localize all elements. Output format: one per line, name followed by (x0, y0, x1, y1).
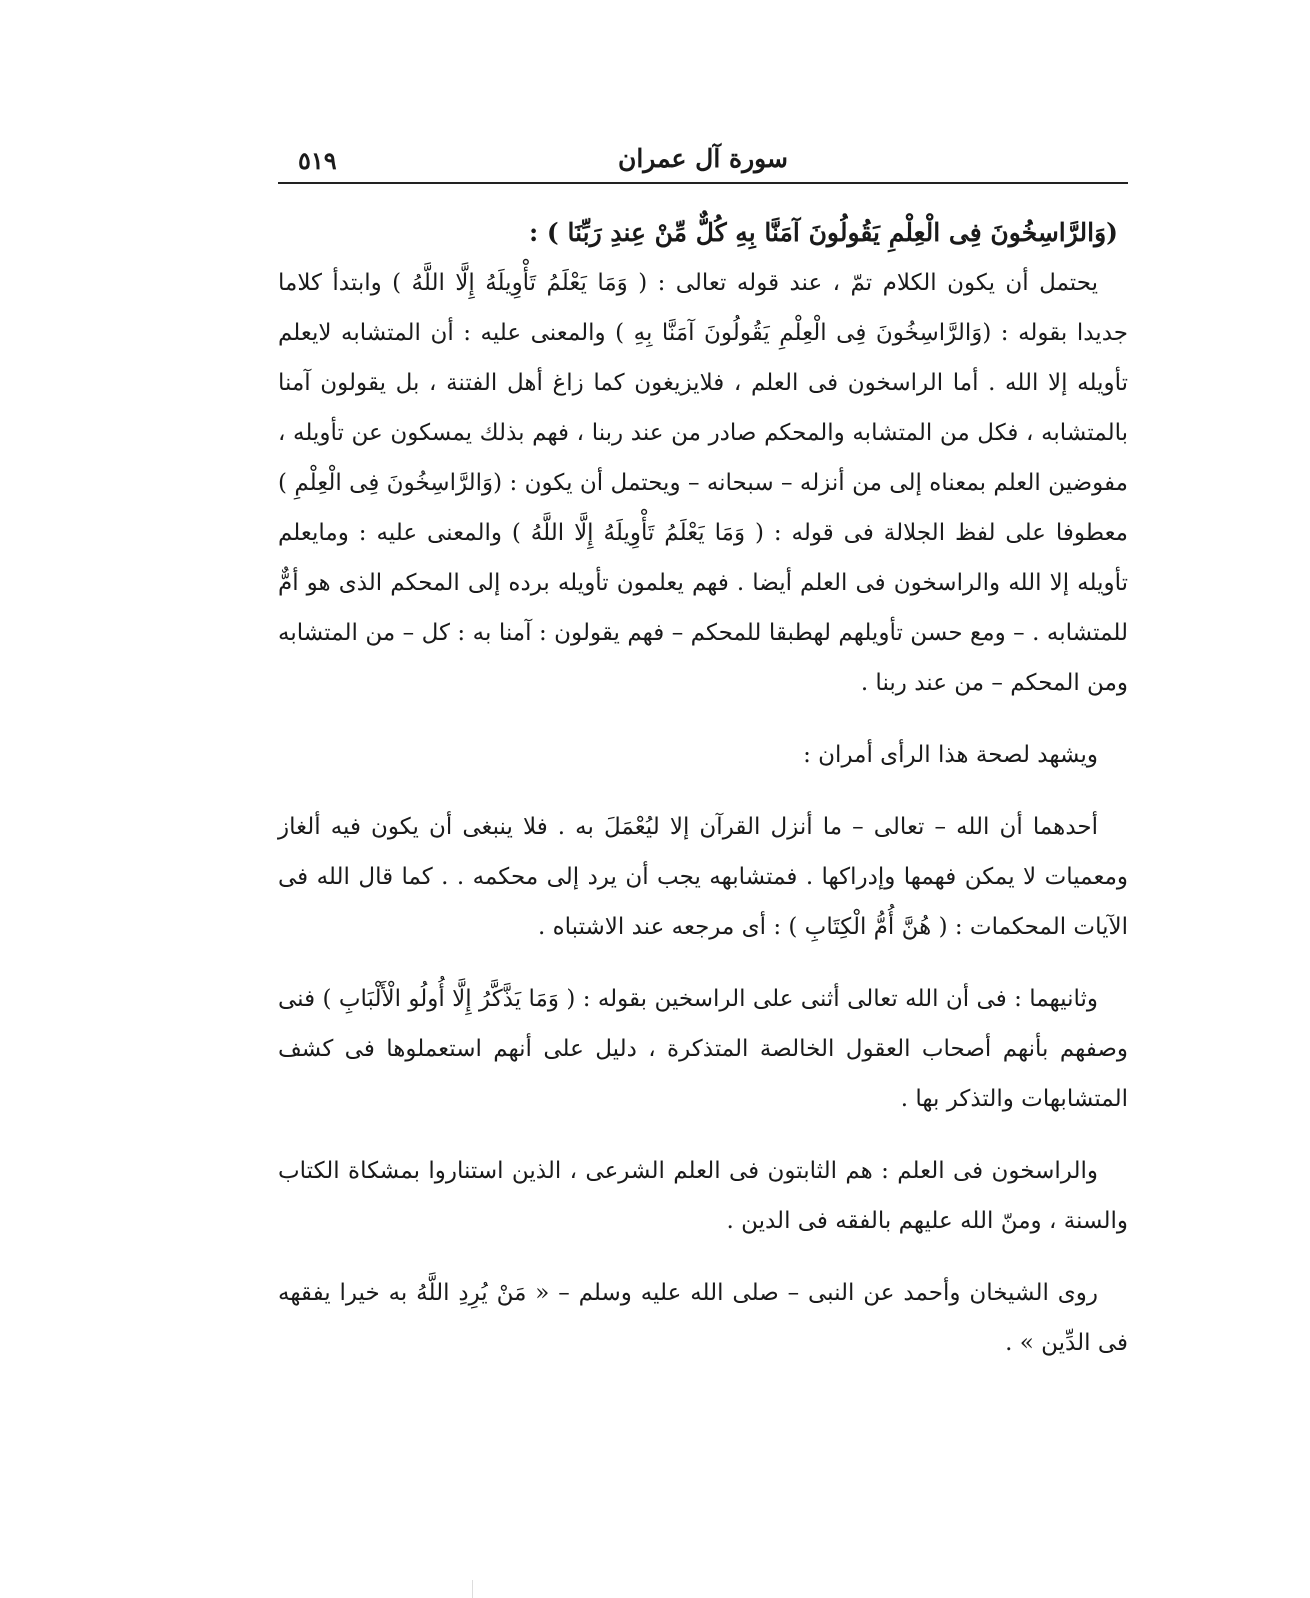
scan-mark (472, 1580, 473, 1598)
surah-title: سورة آل عمران (617, 144, 789, 173)
page-body (278, 208, 1128, 1368)
paragraph-hadith: روى الشيخان وأحمد عن النبى – صلى الله عليه وسلم – « مَنْ يُرِدِ اللَّهُ به خيرا يفقهه فى الدِّين » . (278, 1280, 1128, 1356)
paragraph-rasikhun-definition: والراسخون فى العلم : هم الثابتون فى العلم الشرعى ، الذين استناروا بمشكاة الكتاب والسنة ، ومنّ الله عليهم بالفقه فى الدين . (278, 1158, 1128, 1234)
paragraph-two-matters: ويشهد لصحة هذا الرأى أمران : (803, 742, 1098, 768)
running-header (278, 140, 1128, 184)
paragraph-second-matter: وثانيهما : فى أن الله تعالى أثنى على الراسخين بقوله : ( وَمَا يَذَّكَّرُ إِلَّا أُولُو الْأَلْبَابِ ) فنى وصفهم بأنهم أصحاب العقول الخالصة المتذكرة ، دليل على أنهم استعملوها فى كشف المتشابهات والتذكر بها . (278, 986, 1128, 1112)
verse-heading: (وَالرَّاسِخُونَ فِى الْعِلْمِ يَقُولُونَ آمَنَّا بِهِ كُلٌّ مِّنْ عِندِ رَبِّنَا ) : (529, 218, 1118, 247)
page-number: ٥١٩ (298, 146, 337, 175)
paragraph-interpretation: يحتمل أن يكون الكلام تمّ ، عند قوله تعالى : ( وَمَا يَعْلَمُ تَأْوِيلَهُ إِلَّا اللَّهُ ) وابتدأ كلاما جديدا بقوله : (وَالرَّاسِخُونَ فِى الْعِلْمِ يَقُولُونَ آمَنَّا بِهِ ) والمعنى عليه : أن المتشابه لايعلم تأويله إلا الله . أما الراسخون فى العلم ، فلايزيغون كما زاغ أهل الفتنة ، بل يقولون آمنا بالمتشابه ، فكل من المتشابه والمحكم صادر من عند ربنا ، فهم بذلك يمسكون عن تأويله ، مفوضين العلم بمعناه إلى من أنزله – سبحانه – ويحتمل أن يكون : (وَالرَّاسِخُونَ فِى الْعِلْمِ ) معطوفا على لفظ الجلالة فى قوله : ( وَمَا يَعْلَمُ تَأْوِيلَهُ إِلَّا اللَّهُ ) والمعنى عليه : ومايعلم تأويله إلا الله والراسخون فى العلم أيضا . فهم يعلمون تأويله برده إلى المحكم الذى هو أمٌّ للمتشابه . – ومع حسن تأويلهم لهطبقا للمحكم – فهم يقولون : آمنا به : كل – من المتشابه ومن المحكم – من عند ربنا . (278, 270, 1128, 696)
paragraph-first-matter: أحدهما أن الله – تعالى – ما أنزل القرآن إلا ليُعْمَلَ به . فلا ينبغى أن يكون فيه ألغاز ومعميات لا يمكن فهمها وإدراكها . فمتشابهه يجب أن يرد إلى محكمه . . كما قال الله فى الآيات المحكمات : ( هُنَّ أُمُّ الْكِتَابِ ) : أى مرجعه عند الاشتباه . (278, 814, 1128, 940)
